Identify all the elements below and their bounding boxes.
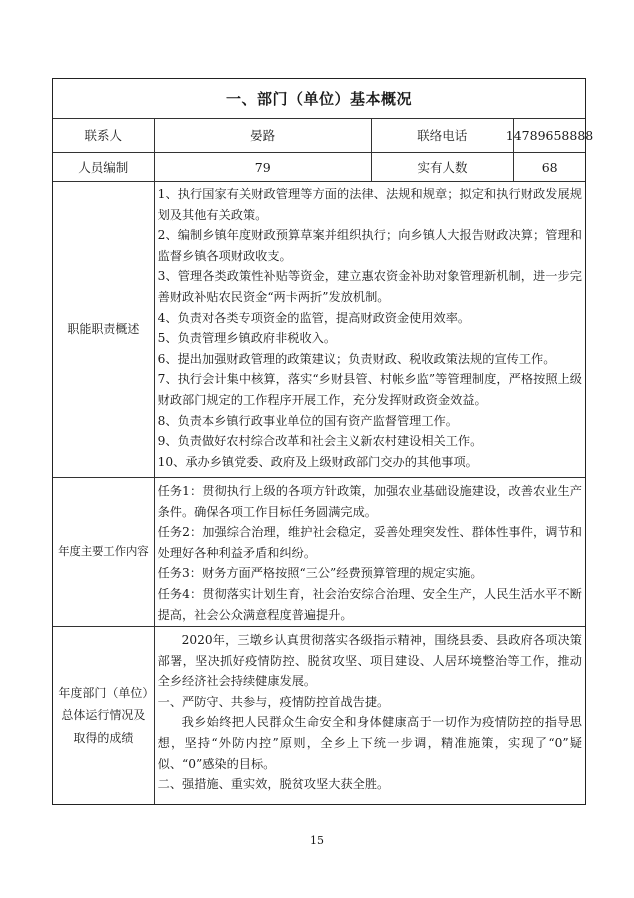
staff-label: 人员编制 <box>78 159 129 175</box>
staff-value: 79 <box>154 153 371 181</box>
overview-table <box>52 78 594 805</box>
actual-staff-label: 实有人数 <box>371 153 513 181</box>
phone-label: 联络电话 <box>371 119 513 152</box>
overall-content <box>154 627 585 804</box>
overall-heading-2: 二、强措施、重实效，脱贫攻坚大获全胜。 <box>157 777 390 792</box>
table-title: 一、部门（单位）基本概况 <box>225 89 412 108</box>
duties-label: 职能职责概述 <box>67 322 140 337</box>
contact-value: 晏路 <box>154 119 371 152</box>
duty-item: 3、管理各类政策性补贴等资金，建立惠农资金补助对象管理新机制，进一步完善财政补贴农民资金“两卡两折”发放机制。 <box>157 269 582 304</box>
duty-item: 4、负责对各类专项资金的监管，提高财政资金使用效率。 <box>157 310 471 325</box>
duty-item: 1、执行国家有关财政管理等方面的法律、法规和规章；拟定和执行财政发展规划及其他有关政策。 <box>157 187 582 222</box>
tasks-row <box>53 477 585 626</box>
title-row <box>53 79 585 118</box>
duty-item: 7、执行会计集中核算，落实“乡财县管、村帐乡监”等管理制度，严格按照上级财政部门规定的工作程序开展工作，充分发挥财政资金效益。 <box>157 372 582 407</box>
task-item: 任务3：财务方面严格按照“三公”经费预算管理的规定实施。 <box>157 566 483 581</box>
task-item: 任务4：贯彻落实计划生育，社会治安综合治理、安全生产，人民生活水平不断提高，社会公众满意程度普遍提升。 <box>157 586 582 622</box>
staff-row <box>53 152 585 181</box>
task-item: 任务2：加强综合治理，维护社会稳定，妥善处理突发性、群体性事件，调节和处理好各种利益矛盾和纠纷。 <box>157 525 582 560</box>
tasks-label: 年度主要工作内容 <box>58 544 149 559</box>
overall-intro: 2020年，三墩乡认真贯彻落实各级指示精神，围绕县委、县政府各项决策部署，坚决抓好疫情防控、脱贫攻坚、项目建设、人居环境整治等工作，推动全乡经济社会持续健康发展。 <box>157 633 582 689</box>
overall-row <box>53 626 585 804</box>
page-number: 15 <box>310 834 324 847</box>
phone-value: 14789658888 <box>513 119 585 152</box>
overall-label: 年度部门（单位）总体运行情况及取得的成绩 <box>58 686 149 745</box>
tasks-content <box>154 478 585 626</box>
contact-label: 联系人 <box>84 128 123 143</box>
duty-item: 10、承办乡镇党委、政府及上级财政部门交办的其他事项。 <box>157 454 478 469</box>
contact-row <box>53 118 594 152</box>
actual-staff-value: 68 <box>513 153 585 181</box>
duty-item: 6、提出加强财政管理的政策建议；负责财政、税收政策法规的宣传工作。 <box>157 351 556 366</box>
overall-paragraph-1: 我乡始终把人民群众生命安全和身体健康高于一切作为疫情防控的指导思想，坚持“外防内控”原则，全乡上下统一步调，精准施策，实现了“0”疑似、“0”感染的目标。 <box>157 715 582 771</box>
overall-heading-1: 一、严防守、共参与，疫情防控首战告捷。 <box>157 694 390 709</box>
duty-item: 2、编制乡镇年度财政预算草案并组织执行；向乡镇人大报告财政决算；管理和监督乡镇各项财政收支。 <box>157 228 582 263</box>
duty-item: 9、负责做好农村综合改革和社会主义新农村建设相关工作。 <box>157 434 483 449</box>
duties-content <box>154 182 585 477</box>
task-item: 任务1：贯彻执行上级的各项方针政策，加强农业基础设施建设，改善农业生产条件。确保各项工作目标任务圆满完成。 <box>157 484 582 519</box>
duty-item: 5、负责管理乡镇政府非税收入。 <box>157 331 337 346</box>
duties-row <box>53 181 585 477</box>
duty-item: 8、负责本乡镇行政事业单位的国有资产监督管理工作。 <box>157 413 458 428</box>
